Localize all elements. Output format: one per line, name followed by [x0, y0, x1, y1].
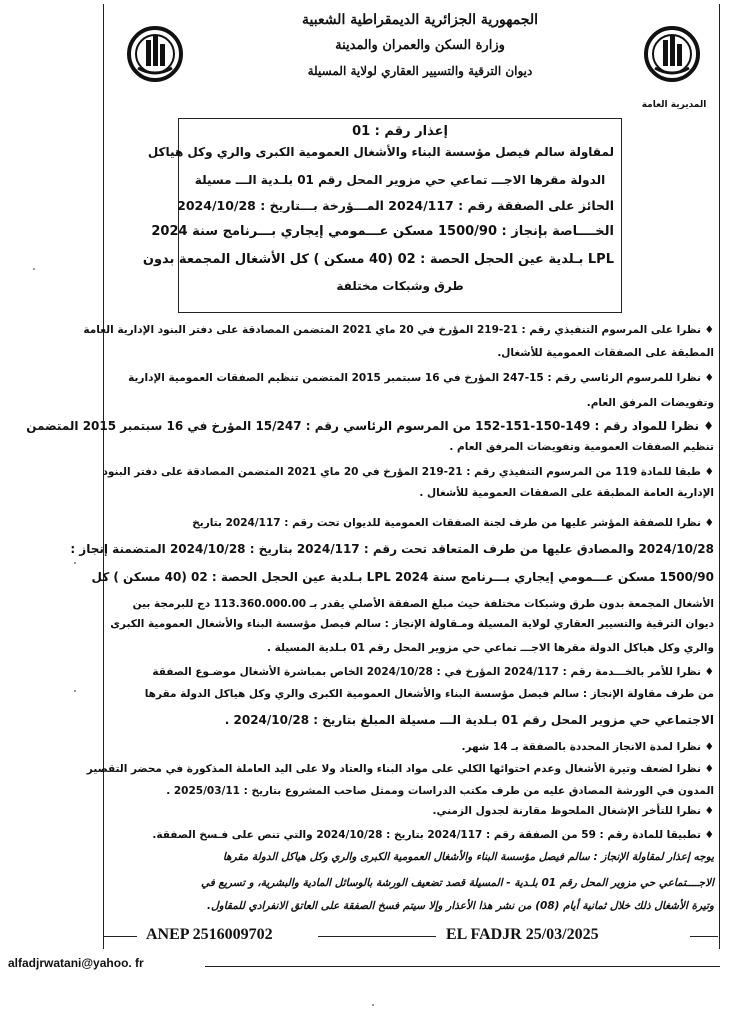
scan-speck	[372, 1004, 374, 1006]
scan-speck	[33, 268, 35, 270]
body-line: ديوان الترقية والتسيير العقاري لولاية المسيلة ومـقاولة الإنجاز : سالم فيصل مؤسسة البناء والأشغال العمومية الكبرى	[110, 618, 714, 630]
body-line: ♦ نظرا لضعف وتيرة الأشغال وعدم احتوائها الكلي على مواد البناء والعتاد ولا على اليد العاملة المذكورة في محضر التقصير	[86, 763, 714, 775]
body-line: الأشغال المجمعة بدون طرق وشبكات مختلفة حيث مبلغ الصفقة الأصلي يقدر بـ 113.360.000.00 دج للبرمجة بين	[132, 598, 714, 610]
notice-line: الخــــاصة بإنجاز : 1500/90 مسكن عـــمومي إيجاري بـــرنامج سنة 2024	[151, 224, 614, 239]
body-line: ♦ نظرا للمرسوم الرئاسي رقم : 15-247 المؤرخ في 16 سبتمبر 2015 المتضمن تنظيم الصفقات العمومية الإدارية	[128, 372, 714, 384]
header-office: ديوان الترقية والتسيير العقاري لولاية المسيلة	[307, 64, 533, 78]
body-line: ♦ تطبيقا للمادة رقم : 59 من الصفقة رقم : 2024/117 بتاريخ : 2024/10/28 والتي تنص على فـسخ الصفقة.	[152, 829, 714, 841]
body-line: والري وكل هياكل الدولة مقرها الاجـــ تماعي حي مزوير المحل رقم 01 بـلدية المسيلة .	[266, 642, 714, 654]
department-label: المديرية العامة	[641, 100, 707, 110]
email-address: alfadjrwatani@yahoo. fr	[8, 956, 144, 970]
body-line: ♦ نظرا للمواد رقم : 149-150-151-152 من المرسوم الرئاسي رقم : 15/247 المؤرخ في 16 سبتمبر 2015 المتضمن	[26, 419, 714, 433]
body-line: المدون في الورشة المصادق عليه من طرف مكتب الدراسات وممثل صاحب المشروع بتاريخ : 2025/03/11 .	[166, 785, 714, 797]
body-line: الإدارية العامة المطبقة على الصفقات العمومية للأشغال .	[419, 487, 714, 499]
body-line: ♦ نظرا للأمر بالخـــدمة رقم : 2024/117 المؤرخ في : 2024/10/28 الخاص بمباشرة الأشغال موضـوع الصفقة	[152, 666, 714, 678]
body-line: من طرف مقاولة الإنجاز : سالم فيصل مؤسسة البناء والأشغال العمومية الكبرى والري وكل هياكل الدولة مقرها	[144, 688, 714, 700]
scan-speck	[74, 690, 76, 692]
opgi-emblem-icon	[643, 22, 701, 86]
body-line: ♦ نظرا لمدة الانجاز المحددة بالصفقة بـ 14 شهر.	[461, 741, 714, 753]
body-line: ♦ نظرا على المرسوم التنفيذي رقم : 21-219 المؤرخ في 20 ماي 2021 المتضمن المصادقة على دفتر البنود الإدارية العامة	[83, 324, 714, 336]
newspaper-reference: EL FADJR 25/03/2025	[446, 926, 599, 943]
body-line: الاجــــتماعي حي مزوير المحل رقم 01 بلـدية - المسيلة قصد تضعيف الورشة بالوسائل المادية والبشرية، و تسريع في	[200, 877, 714, 889]
notice-line: الحائز على الصفقة رقم : 2024/117 المـــؤرخة بـــتاريخ : 2024/10/28	[177, 198, 614, 213]
body-line: الاجتماعي حي مزوير المحل رقم 01 بـلدية الـــ مسيلة المبلغ بتاريخ : 2024/10/28 .	[224, 713, 714, 727]
notice-line: طرق وشبكات مختلفة	[336, 279, 464, 293]
body-line: وتيرة الأشغال ذلك خلال ثمانية أيام (08) من نشر هذا الأعذار وإلا سيتم فسخ الصفقة على العاتق الانفرادي للمقاول.	[207, 900, 714, 912]
body-line: 2024/10/28 والمصادق عليها من طرف المتعاقد تحت رقم : 2024/117 بتاريخ : 2024/10/28 المتضمنة إنجاز :	[70, 542, 714, 556]
notice-line: LPL بـلدية عين الحجل الحصة : 02 (40 مسكن ) كل الأشغال المجمعة بدون	[142, 252, 614, 267]
body-line: ♦ نظرا للصفقة المؤشر عليها من طرف لجنة الصفقات العمومية للديوان تحت رقم : 2024/117 بتاريخ	[192, 517, 714, 529]
body-line: المطبقة على الصفقات العمومية للأشغال.	[497, 347, 714, 359]
header-ministry: وزارة السكن والعمران والمدينة	[335, 38, 505, 53]
header-republic: الجمهورية الجزائرية الديمقراطية الشعبية	[301, 12, 538, 28]
opgi-emblem-icon	[126, 22, 184, 86]
anep-reference: ANEP 2516009702	[146, 926, 273, 943]
notice-line: الدولة مقرها الاجـــ تماعي حي مزوير المحل رقم 01 بلـدية الـــ مسيلة	[194, 173, 606, 187]
footer-divider	[318, 936, 436, 937]
email-divider	[205, 966, 720, 967]
notice-line: لمقاولة سالم فيصل مؤسسة البناء والأشغال العمومية الكبرى والري وكل هياكل	[147, 145, 614, 159]
body-line: وتفويضات المرفق العام.	[586, 397, 714, 409]
notice-title: إعذار رقم : 01	[352, 124, 448, 139]
scan-speck	[74, 562, 76, 564]
footer-divider	[690, 936, 718, 937]
body-line: ♦ طبقا للمادة 119 من المرسوم التنفيذي رقم : 21-219 المؤرخ في 20 ماي 2021 المتضمن المصادقة على دفتر البنود	[102, 466, 714, 478]
body-line: 1500/90 مسكن عـــمومي إيجاري بـــرنامج سنة 2024 LPL بـلدية عين الحجل الحصة : 02 (40 مسكن ) كل	[91, 570, 714, 584]
body-line: يوجه إعذار لمقاولة الإنجاز : سالم فيصل مؤسسة البناء والأشغال العمومية الكبرى والري وكل هياكل الدولة مقرها	[222, 851, 714, 863]
body-line: تنظيم الصفقات العمومية وتفويضات المرفق العام .	[449, 441, 714, 453]
footer-divider	[103, 936, 137, 937]
body-line: ♦ نظرا للتأخر الإشغال الملحوظ مقارنة لجدول الزمني.	[432, 805, 714, 817]
